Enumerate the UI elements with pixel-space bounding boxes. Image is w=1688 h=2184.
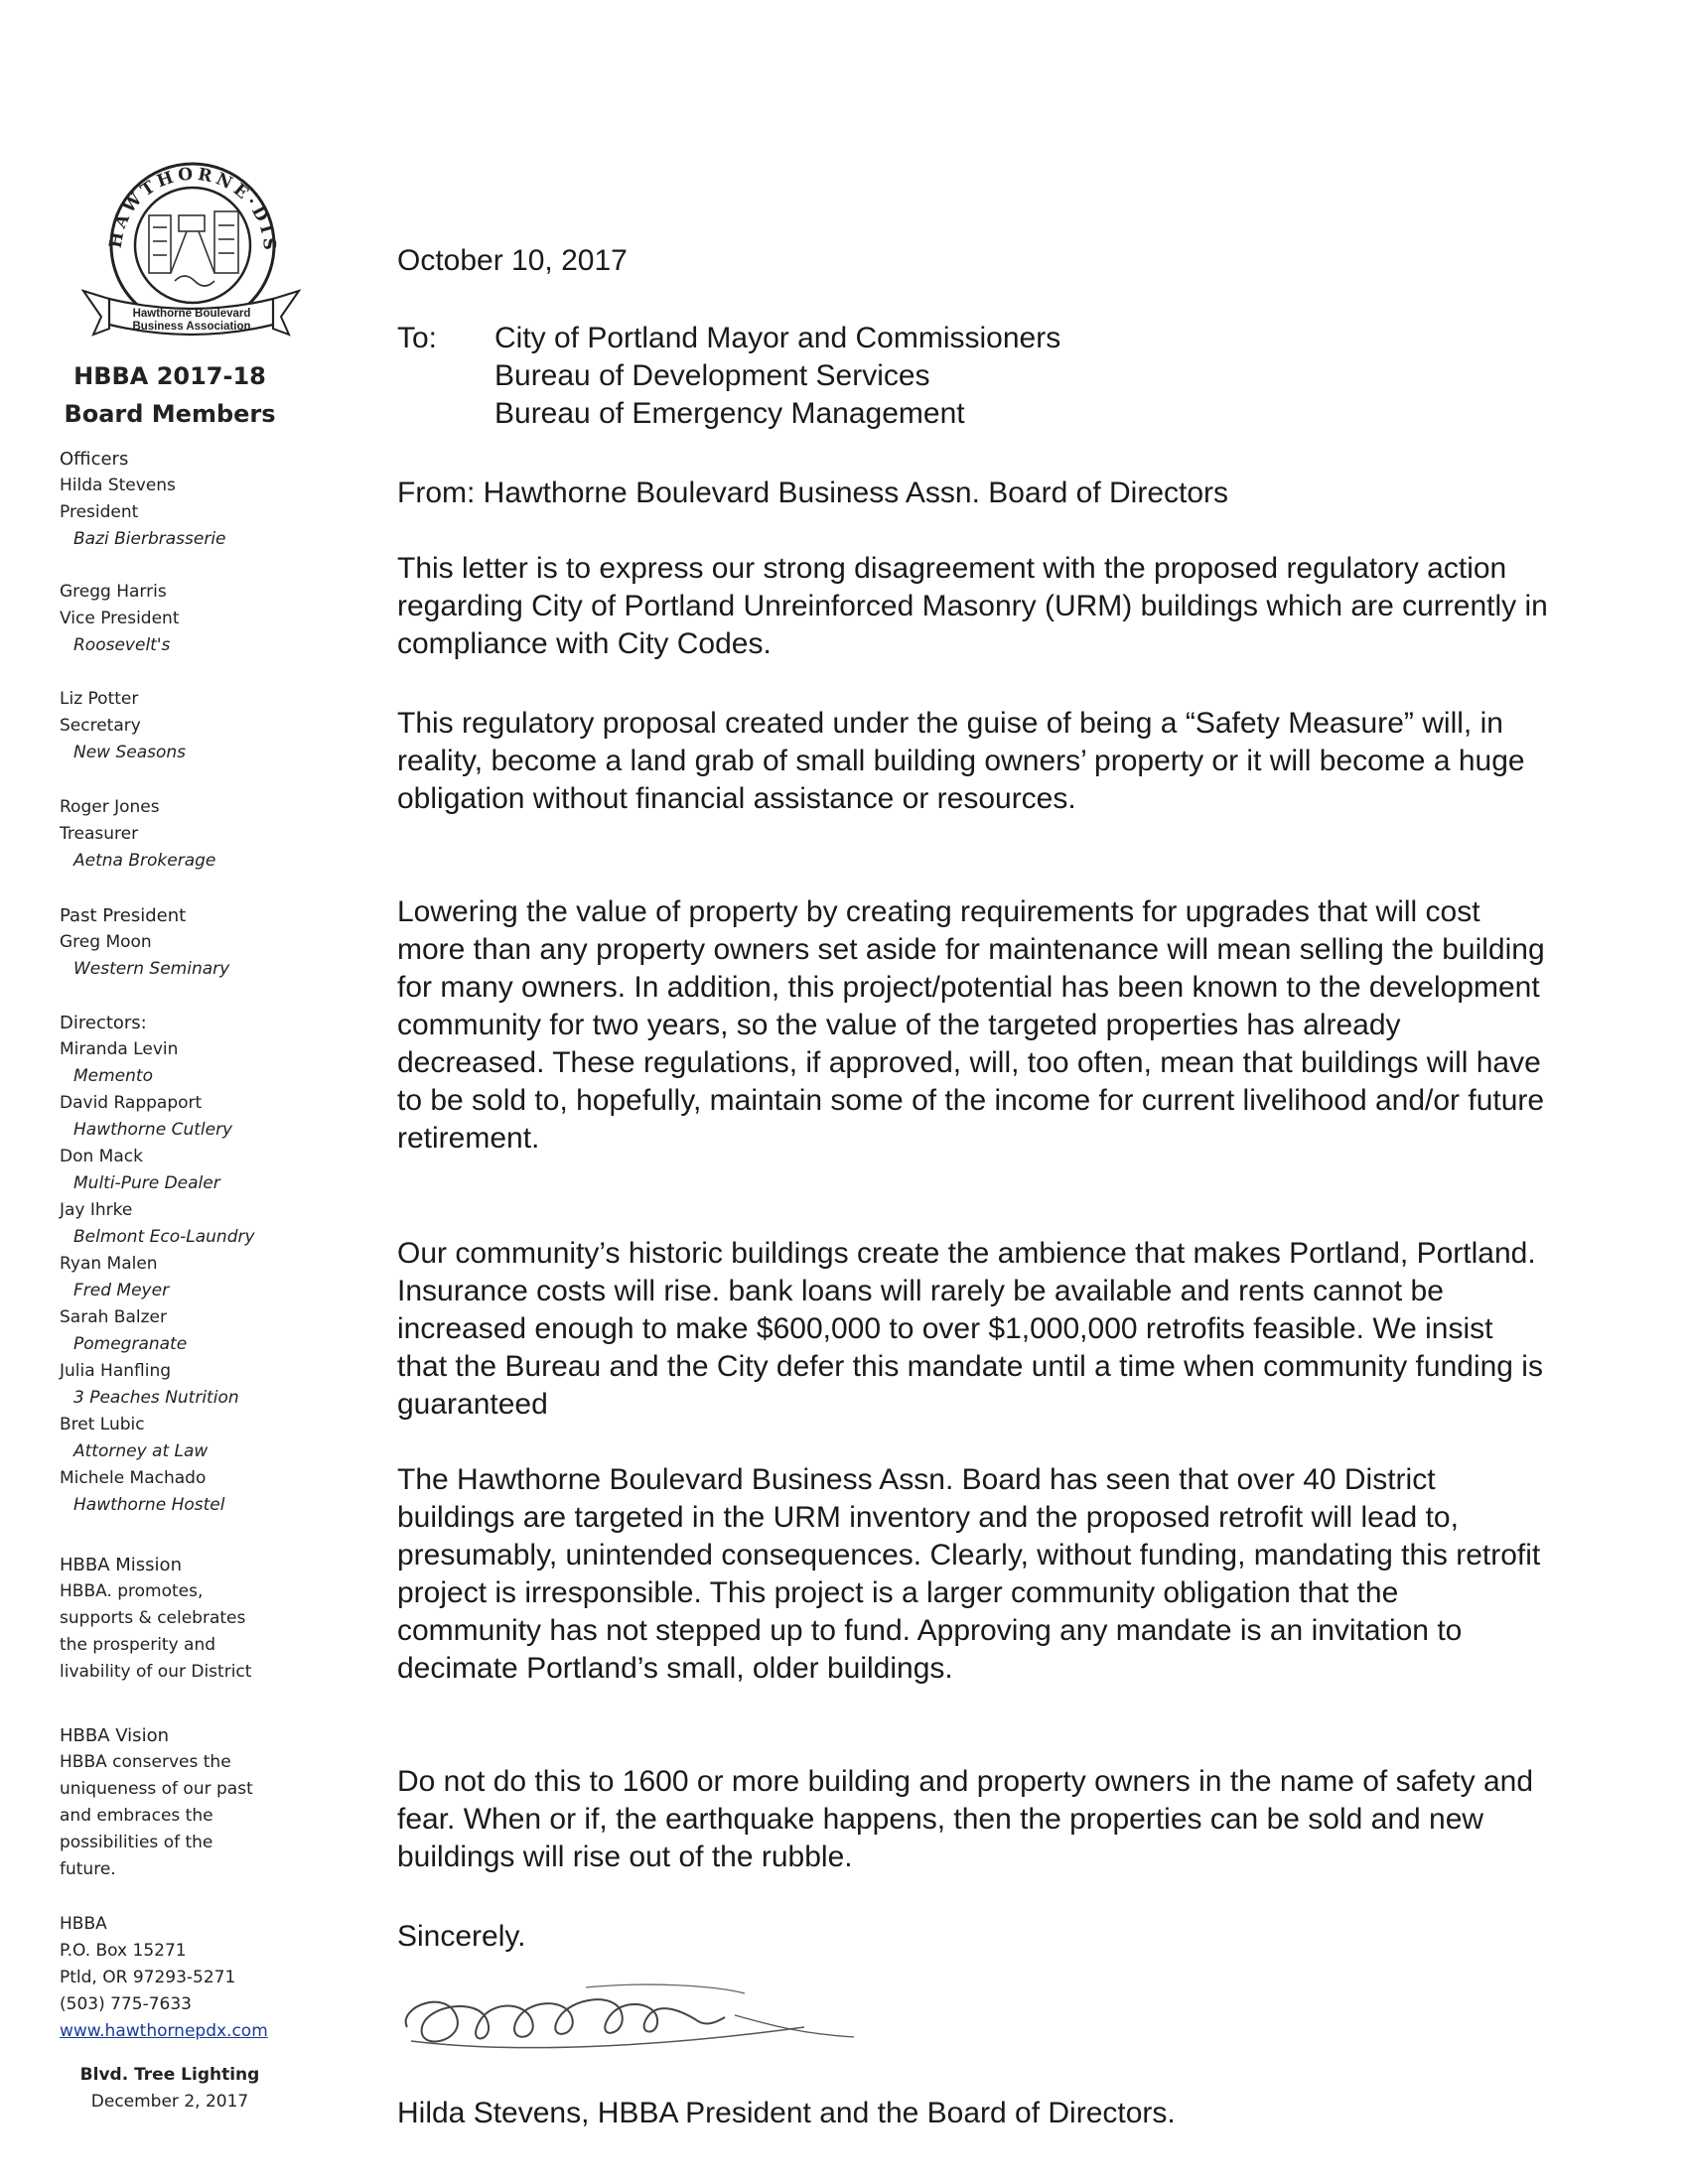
handwritten-signature [387,1958,864,2077]
signatory-name: Hilda Stevens, HBBA President and the Board of Directors. [397,2097,1176,2129]
director-name: Michele Machado [60,1468,207,1488]
hawthorne-district-logo [79,154,303,338]
director-name: Jay Ihrke [60,1200,133,1220]
board-title-line1: HBBA 2017-18 [73,362,266,390]
to-label: To: [397,322,438,354]
paragraph-historic-buildings: Our community’s historic buildings create the ambience that makes Portland, Portland. Insurance costs will rise. bank loans will rarely be available and rents cannot be increased enough to make $600,000 to over $1,000,000 retrofits feasible. We insist that the Bureau and the City defer this mandate until a time when community funding is guaranteed [397,1237,1543,1421]
directors-heading: Directors: [60,1013,147,1033]
past-president-name: Greg Moon [60,932,152,952]
logo-banner-line1: Hawthorne Boulevard [132,308,251,320]
officer-org: Aetna Brokerage [73,851,216,871]
vision-text-line: and embraces the [60,1806,213,1826]
contact-section [60,1911,268,2045]
vision-text-line: possibilities of the [60,1833,213,1852]
recipient-line: Bureau of Development Services [494,359,930,392]
officer-org: Bazi Bierbrasserie [73,529,226,549]
directors-section [60,1010,255,1519]
mission-text-line: HBBA. promotes, [60,1581,204,1601]
officer-role: Vice President [60,609,180,628]
contact-phone: (503) 775-7633 [60,1994,192,2014]
tree-lighting-event [56,2062,284,2116]
director-org: Attorney at Law [73,1441,209,1461]
director-org: 3 Peaches Nutrition [73,1388,239,1408]
website-link[interactable]: www.hawthornepdx.com [60,2021,268,2041]
officer-name: Gregg Harris [60,582,167,602]
officer-role: President [60,502,139,522]
past-president-org: Western Seminary [73,959,230,979]
director-name: David Rappaport [60,1093,203,1113]
director-name: Julia Hanfling [60,1361,172,1381]
past-president-heading: Past President [60,905,187,926]
director-name: Miranda Levin [60,1039,179,1059]
signature-icon [387,1958,864,2077]
vision-heading: HBBA Vision [60,1725,169,1746]
director-org: Fred Meyer [73,1281,170,1300]
director-name: Ryan Malen [60,1254,158,1274]
recipient-list [494,320,1060,433]
officer-name: Hilda Stevens [60,476,176,495]
director-name: Don Mack [60,1147,143,1166]
paragraph-closing-appeal: Do not do this to 1600 or more building and property owners in the name of safety and fear. When or if, the earthquake happens, then the properties can be sold and new buildings will rise out of the rubble. [397,1765,1534,1873]
mission-text-line: livability of our District [60,1662,252,1682]
paragraph-urm-inventory: The Hawthorne Boulevard Business Assn. Board has seen that over 40 District buildings are targeted in the URM inventory and the proposed retrofit will lead to, presumably, unintended consequences. Clearly, without funding, mandating this retrofit project is irresponsible. This project is a larger community obligation that the community has not stepped up to fund. Approving any mandate is an invitation to decimate Portland’s small, older buildings. [397,1463,1541,1685]
director-org: Pomegranate [73,1334,188,1354]
director-org: Hawthorne Cutlery [73,1120,233,1140]
vision-text-line: future. [60,1859,116,1879]
closing-salutation: Sincerely. [397,1920,526,1953]
director-org: Memento [73,1066,153,1086]
mission-section [60,1552,251,1686]
director-org: Belmont Eco-Laundry [73,1227,255,1247]
event-title: Blvd. Tree Lighting [79,2065,260,2085]
officer-role: Treasurer [60,824,139,844]
contact-po-box: P.O. Box 15271 [60,1941,187,1961]
mission-text-line: supports & celebrates [60,1608,246,1628]
mission-text-line: the prosperity and [60,1635,216,1655]
past-president-section [60,902,229,983]
paragraph-property-value: Lowering the value of property by creating requirements for upgrades that will cost more than any property owners set aside for maintenance will mean selling the building for many owners. In addition, this project/potential has been known to the development community for two years, so the value of the targeted properties has already decreased. These regulations, if approved, will, too often, mean that buildings will have to be sold to, hopefully, maintain some of the income for current livelihood and/or future retirement. [397,895,1545,1155]
officer-entry [60,686,186,766]
officers-section [60,446,226,553]
contact-city-zip: Ptld, OR 97293-5271 [60,1968,236,1987]
recipient-line: City of Portland Mayor and Commissioners [494,322,1061,354]
recipient-line: Bureau of Emergency Management [494,397,965,430]
officer-name: Roger Jones [60,797,160,817]
officer-entry [60,579,180,659]
director-name: Bret Lubic [60,1415,145,1434]
officers-heading: Officers [60,449,129,470]
paragraph-disagreement: This letter is to express our strong disagreement with the proposed regulatory action regarding City of Portland Unreinforced Masonry (URM) buildings which are currently in compliance with City Codes. [397,552,1548,660]
logo-ring-text: HAWTHORNE·DIS [105,164,280,255]
director-org: Hawthorne Hostel [73,1495,225,1515]
event-date: December 2, 2017 [90,2092,249,2112]
mission-heading: HBBA Mission [60,1555,182,1575]
contact-org: HBBA [60,1914,107,1934]
officer-entry [60,794,215,875]
paragraph-safety-measure: This regulatory proposal created under the guise of being a “Safety Measure” will, in reality, become a land grab of small building owners’ property or it will become a huge obligation without financial assistance or resources. [397,707,1525,815]
vision-section [60,1722,253,1883]
letter-date: October 10, 2017 [397,244,628,277]
officer-role: Secretary [60,716,141,736]
sender-line: From: Hawthorne Boulevard Business Assn. Board of Directors [397,477,1229,509]
board-title [56,357,284,433]
vision-text-line: HBBA conserves the [60,1752,231,1772]
vision-text-line: uniqueness of our past [60,1779,253,1799]
logo-banner-line2: Business Association [132,321,251,333]
logo-seal-icon [79,154,303,338]
board-title-line2: Board Members [64,400,276,428]
officer-org: New Seasons [73,743,187,762]
officer-org: Roosevelt's [73,635,171,655]
officer-name: Liz Potter [60,689,139,709]
director-name: Sarah Balzer [60,1307,167,1327]
director-org: Multi-Pure Dealer [73,1173,220,1193]
